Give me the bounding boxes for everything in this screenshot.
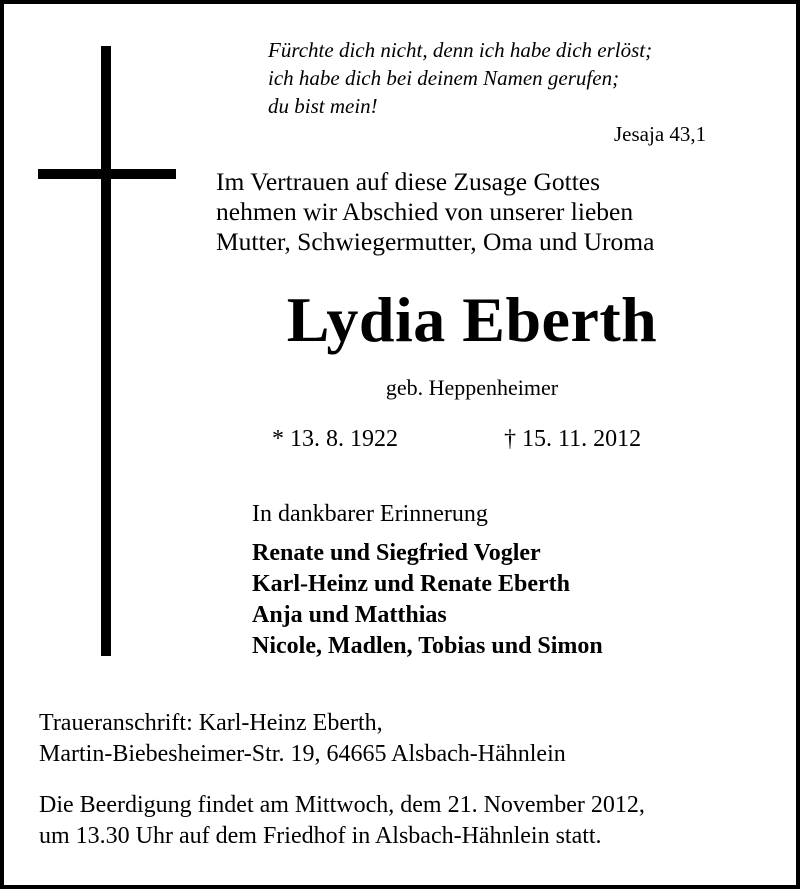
verse-line: Fürchte dich nicht, denn ich habe dich erlöst; [268, 38, 653, 62]
address-line: Traueranschrift: Karl-Heinz Eberth, [39, 710, 383, 736]
funeral-notice [39, 790, 645, 852]
deceased-name: Lydia Eberth [286, 284, 658, 355]
funeral-line: Die Beerdigung findet am Mittwoch, dem 21. November 2012, [39, 792, 645, 818]
verse-line: du bist mein! [268, 94, 378, 118]
intro-text [216, 167, 654, 257]
intro-line: Im Vertrauen auf diese Zusage Gottes [216, 167, 601, 196]
mourners-list [252, 538, 603, 662]
death-date: † 15. 11. 2012 [504, 426, 642, 452]
mourner-name: Karl-Heinz und Renate Eberth [252, 571, 570, 597]
mourner-name: Anja und Matthias [252, 602, 447, 628]
mourner-name: Nicole, Madlen, Tobias und Simon [252, 633, 603, 659]
bible-verse [268, 36, 652, 120]
verse-line: ich habe dich bei deinem Namen gerufen; [268, 66, 620, 90]
funeral-line: um 13.30 Uhr auf dem Friedhof in Alsbach-Hähnlein statt. [39, 823, 602, 849]
mourners-heading: In dankbarer Erinnerung [252, 501, 488, 527]
intro-line: Mutter, Schwiegermutter, Oma und Uroma [216, 227, 655, 256]
address-line: Martin-Biebesheimer-Str. 19, 64665 Alsbach-Hähnlein [39, 741, 566, 767]
verse-reference: Jesaja 43,1 [614, 122, 707, 146]
cross-icon-horizontal-bar [38, 169, 176, 179]
birth-date: * 13. 8. 1922 [272, 426, 398, 452]
mourning-address [39, 708, 566, 770]
intro-line: nehmen wir Abschied von unserer lieben [216, 197, 634, 226]
maiden-name: geb. Heppenheimer [385, 375, 559, 400]
mourner-name: Renate und Siegfried Vogler [252, 540, 541, 566]
